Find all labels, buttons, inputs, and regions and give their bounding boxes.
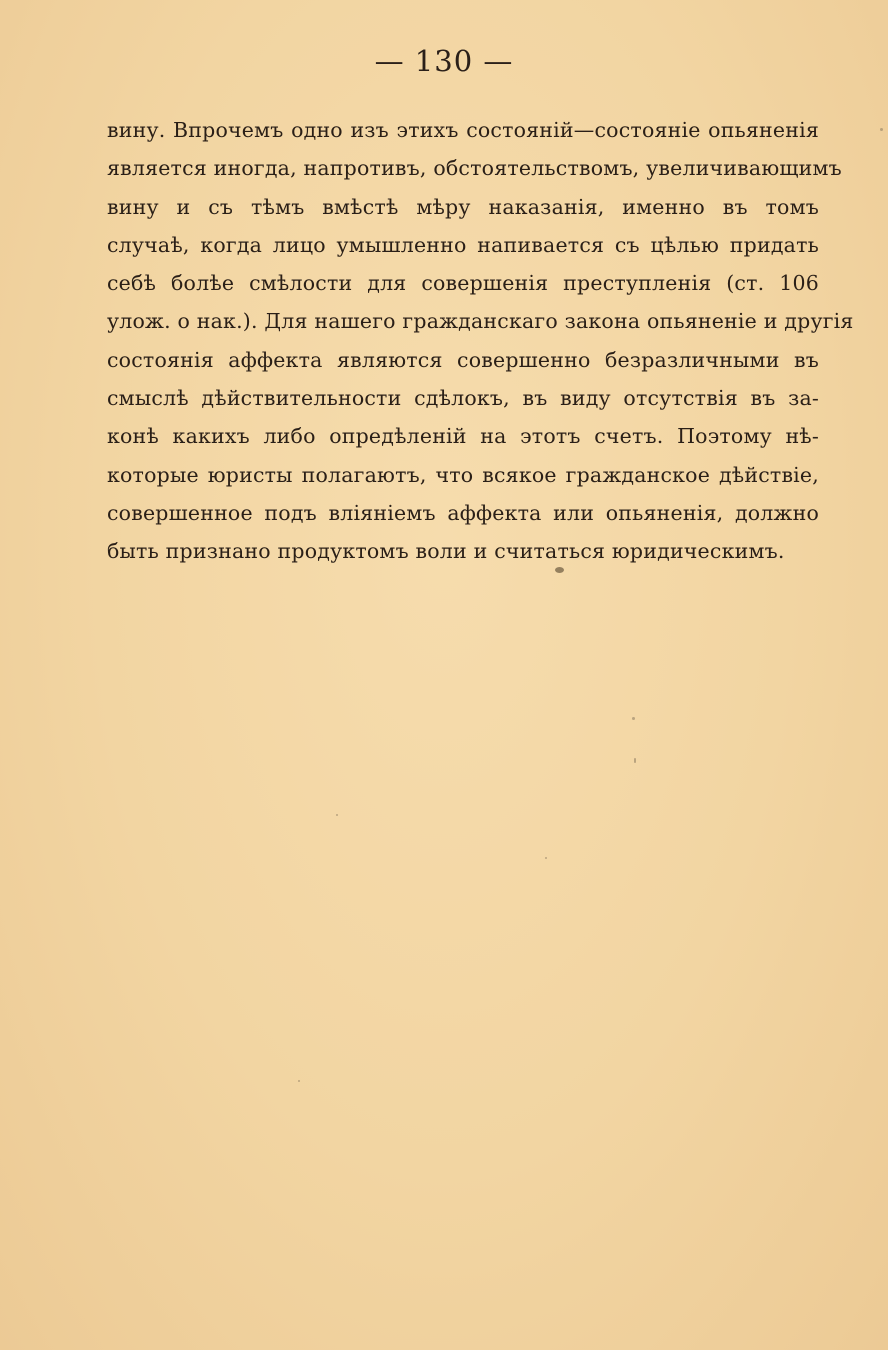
page-number: — 130 —	[374, 44, 514, 78]
text-line: улож. о нак.). Для нашего гражданскаго закона опьяненіе и другія	[107, 309, 854, 334]
text-line: случаѣ, когда лицо умышленно напивается съ цѣлью придать	[107, 232, 819, 257]
text-line: вину. Впрочемъ одно изъ этихъ состояній—состояніе опьяненія	[107, 118, 819, 142]
text-line: смыслѣ дѣйствительности сдѣлокъ, въ виду отсутствія въ за-	[107, 386, 819, 411]
text-line: быть признано продуктомъ воли и считаться юридическимъ.	[107, 539, 785, 564]
text-line: которые юристы полагаютъ, что всякое гражданское дѣйствіе,	[107, 462, 819, 487]
paper-speck	[555, 567, 564, 573]
paper-speck	[545, 857, 547, 859]
paper-speck	[880, 128, 883, 131]
text-line: себѣ болѣе смѣлости для совершенія преступленія (ст. 106	[107, 271, 819, 296]
text-line: конѣ какихъ либо опредѣленій на этотъ счетъ. Поэтому нѣ-	[107, 424, 819, 449]
paper-speck	[634, 758, 636, 763]
text-line: вину и съ тѣмъ вмѣстѣ мѣру наказанія, именно въ томъ	[107, 194, 819, 219]
text-line: является иногда, напротивъ, обстоятельствомъ, увеличивающимъ	[107, 156, 842, 181]
text-line: состоянія аффекта являются совершенно безразличными въ	[107, 347, 819, 372]
paper-speck	[632, 717, 635, 720]
paper-speck	[336, 814, 338, 816]
body-paragraph	[107, 111, 854, 571]
paper-speck	[298, 1080, 300, 1082]
text-line: совершенное подъ вліяніемъ аффекта или опьяненія, должно	[107, 500, 819, 525]
